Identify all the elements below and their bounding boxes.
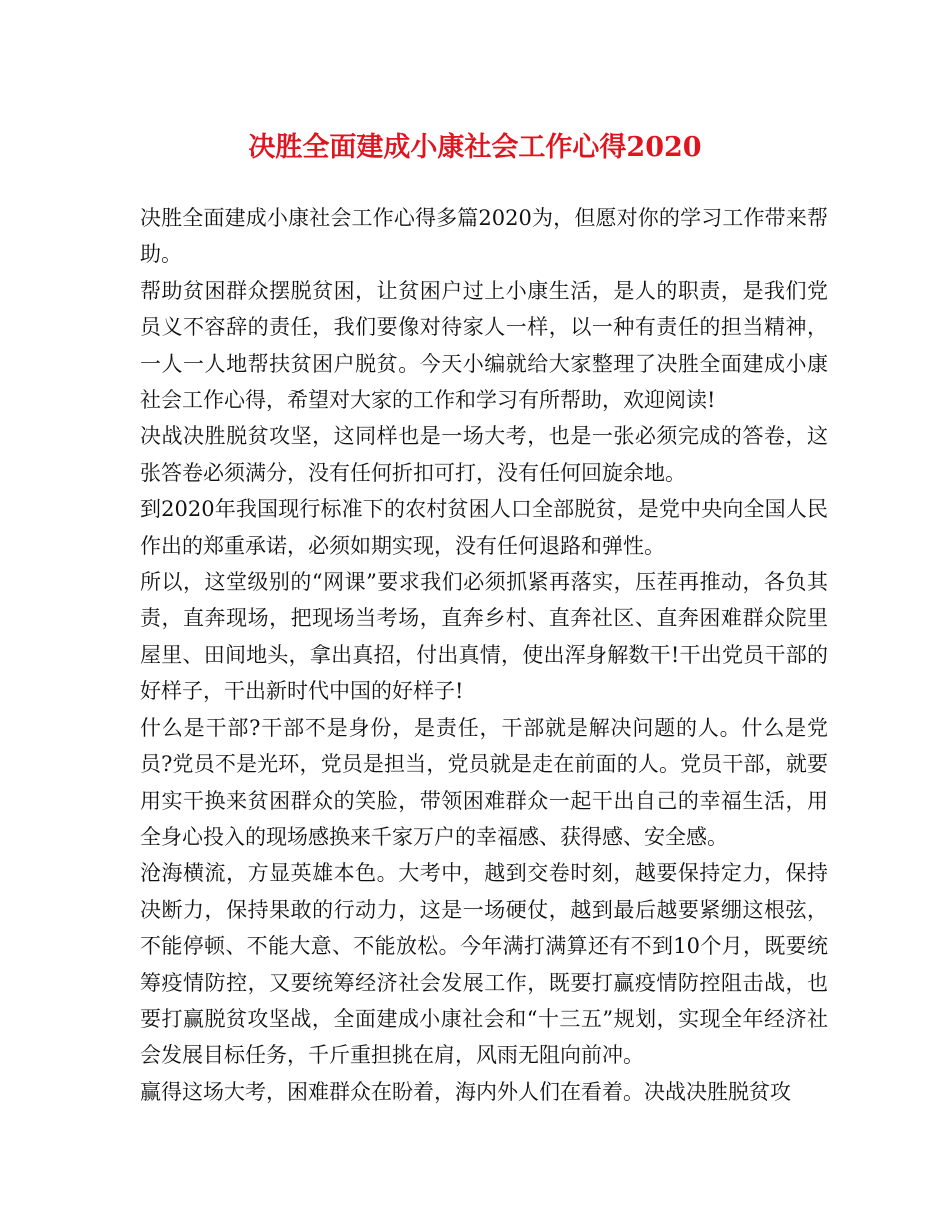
document-title: 决胜全面建成小康社会工作心得2020 bbox=[248, 132, 702, 163]
paragraph-cadre: 什么是干部?干部不是身份，是责任，干部就是解决问题的人。什么是党员?党员不是光环，党员是担当，党员就是走在前面的人。党员干部，就要用实干换来贫困群众的笑脸，带领困难群众一起干出自己的幸福生活，用全身心投入的现场感换来千家万户的幸福感、获得感、安全感。 bbox=[140, 715, 828, 849]
document-body bbox=[140, 200, 828, 1110]
paragraph-online-class: 所以，这堂级别的“网课”要求我们必须抓紧再落实，压茬再推动，各负其责，直奔现场，把现场当考场，直奔乡村、直奔社区、直奔困难群众院里屋里、田间地头，拿出真招，付出真情，使出浑身解数干!干出党员干部的好样子，干出新时代中国的好样子! bbox=[140, 570, 828, 704]
paragraph-hero: 沧海横流，方显英雄本色。大考中，越到交卷时刻，越要保持定力，保持决断力，保持果敢的行动力，这是一场硬仗，越到最后越要紧绷这根弦，不能停顿、不能大意、不能放松。今年满打满算还有不到10个月，既要统筹疫情防控，又要统筹经济社会发展工作，既要打赢疫情防控阻击战，也要打赢脱贫攻坚战，全面建成小康社会和“十三五”规划，实现全年经济社会发展目标任务，千斤重担挑在肩，风雨无阻向前冲。 bbox=[140, 861, 828, 1068]
paragraph-exam: 决战决胜脱贫攻坚，这同样也是一场大考，也是一张必须完成的答卷，这张答卷必须满分，没有任何折扣可打，没有任何回旋余地。 bbox=[140, 424, 828, 485]
paragraph-final: 赢得这场大考，困难群众在盼着，海内外人们在看着。决战决胜脱贫攻 bbox=[140, 1079, 791, 1104]
paragraph-promise: 到2020年我国现行标准下的农村贫困人口全部脱贫，是党中央向全国人民作出的郑重承诺，必须如期实现，没有任何退路和弹性。 bbox=[140, 497, 828, 558]
paragraph-intro: 决胜全面建成小康社会工作心得多篇2020为，但愿对你的学习工作带来帮助。 bbox=[140, 206, 828, 267]
paragraph-help-poor: 帮助贫困群众摆脱贫困，让贫困户过上小康生活，是人的职责，是我们党员义不容辞的责任，我们要像对待家人一样，以一种有责任的担当精神，一人一人地帮扶贫困户脱贫。今天小编就给大家整理了决胜全面建成小康社会工作心得，希望对大家的工作和学习有所帮助，欢迎阅读! bbox=[140, 278, 828, 413]
